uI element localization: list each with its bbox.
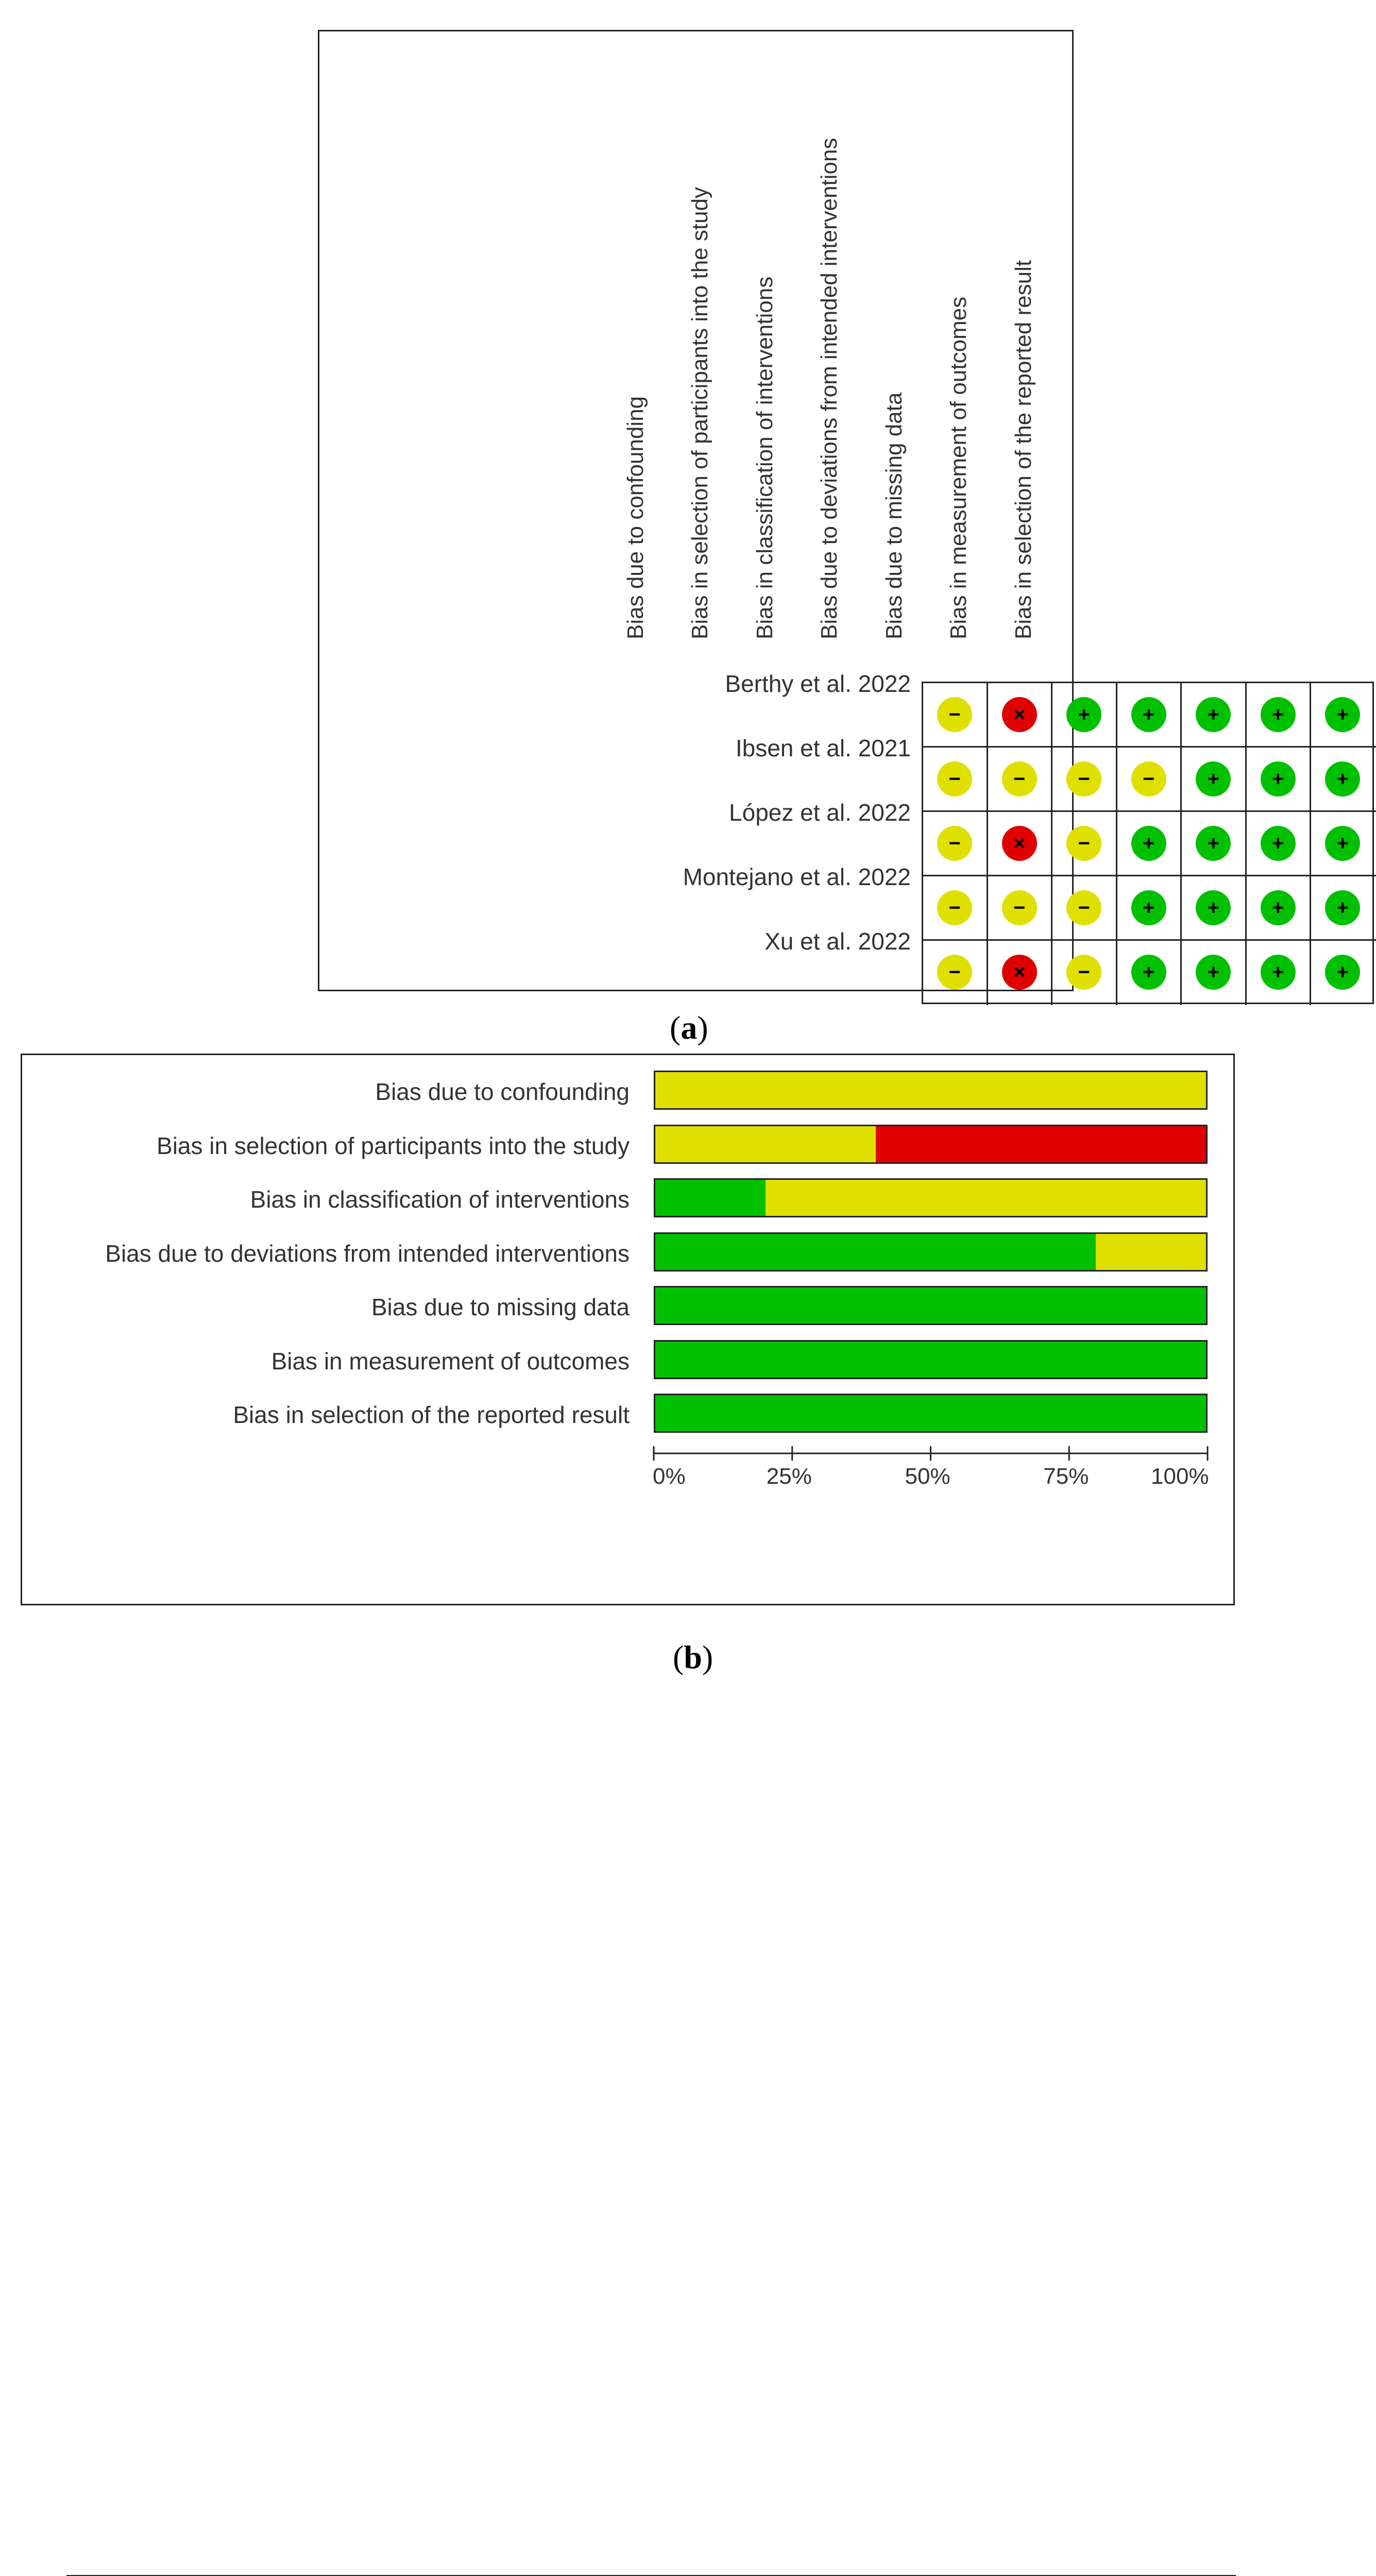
domain-column-label: Bias in selection of participants into the study [687, 187, 713, 639]
study-label: Montejano et al. 2022 [683, 863, 911, 890]
moderate-risk-icon: − [937, 955, 972, 990]
grid-cell [1117, 812, 1182, 876]
serious-risk-icon: × [1002, 955, 1037, 990]
domain-bar-label: Bias due to missing data [371, 1294, 630, 1320]
domain-column-label: Bias due to deviations from intended interventions [817, 138, 842, 639]
grid-cell [1247, 812, 1312, 876]
moderate-risk-icon: − [937, 761, 972, 796]
low-risk-icon: + [1196, 761, 1231, 796]
moderate-risk-icon: − [937, 697, 972, 732]
grid-cell [923, 941, 988, 1005]
low-risk-icon: + [1325, 890, 1360, 925]
grid-cell [1247, 941, 1312, 1005]
low-risk-icon: + [1131, 826, 1166, 861]
serious-risk-icon: × [1002, 826, 1037, 861]
grid-cell [988, 941, 1053, 1005]
grid-cell [988, 748, 1053, 812]
moderate-risk-icon: − [1066, 955, 1101, 990]
grid-cell [1182, 748, 1247, 812]
grid-cell [1182, 941, 1247, 1005]
study-label: López et al. 2022 [729, 799, 911, 826]
x-tick-label: 0% [653, 1464, 686, 1489]
low-risk-icon: + [1131, 955, 1166, 990]
low-risk-icon: + [1261, 890, 1296, 925]
grid-cell [1052, 876, 1117, 941]
low-risk-icon: + [1261, 697, 1296, 732]
grid-cell [1117, 876, 1182, 941]
grid-cell [1311, 812, 1376, 876]
low-risk-icon: + [1261, 826, 1296, 861]
grid-cell [988, 876, 1053, 941]
low-risk-icon: + [1325, 826, 1360, 861]
grid-cell [1052, 683, 1117, 748]
domain-bar-label: Bias in selection of the reported result [233, 1401, 630, 1428]
domain-column-label: Bias in selection of the reported result [1010, 260, 1036, 639]
domain-bar-label: Bias due to confounding [375, 1078, 630, 1105]
grid-cell [1052, 812, 1117, 876]
grid-cell [923, 812, 988, 876]
grid-cell [1311, 941, 1376, 1005]
x-tick-label: 25% [766, 1464, 812, 1489]
grid-cell [1182, 683, 1247, 748]
grid-cell [1117, 941, 1182, 1005]
study-label: Xu et al. 2022 [765, 927, 911, 955]
domain-bar-label: Bias in measurement of outcomes [271, 1347, 630, 1375]
low-risk-icon: + [1196, 826, 1231, 861]
study-row-labels [319, 31, 911, 990]
serious-risk-icon: × [1002, 697, 1037, 732]
moderate-risk-icon: − [937, 826, 972, 861]
moderate-risk-icon: − [1002, 761, 1037, 796]
summary-plot-panel [21, 1054, 1235, 1605]
grid-cell [1117, 683, 1182, 748]
grid-cell [1311, 748, 1376, 812]
domain-bar-label: Bias due to deviations from intended interventions [105, 1240, 630, 1267]
low-risk-icon: + [1066, 697, 1101, 732]
grid-cell [1117, 748, 1182, 812]
low-risk-icon: + [1196, 697, 1231, 732]
domain-column-label: Bias in measurement of outcomes [946, 296, 972, 639]
low-risk-icon: + [1325, 761, 1360, 796]
grid-cell [1311, 683, 1376, 748]
moderate-risk-icon: − [1066, 890, 1101, 925]
grid-cell [1247, 683, 1312, 748]
domain-bar-label: Bias in selection of participants into the study [157, 1132, 630, 1159]
domain-bar-label: Bias in classification of interventions [250, 1186, 630, 1213]
domain-column-label: Bias in classification of interventions [752, 276, 777, 639]
study-label: Ibsen et al. 2021 [735, 734, 911, 761]
domain-column-label: Bias due to confounding [622, 396, 648, 639]
grid-cell [1247, 748, 1312, 812]
grid-cell [923, 748, 988, 812]
moderate-risk-icon: − [1002, 890, 1037, 925]
moderate-risk-icon: − [1131, 761, 1166, 796]
grid-cell [923, 876, 988, 941]
grid-cell [1182, 876, 1247, 941]
domain-column-label: Bias due to missing data [881, 392, 907, 639]
grid-cell [923, 683, 988, 748]
low-risk-icon: + [1131, 890, 1166, 925]
low-risk-icon: + [1261, 955, 1296, 990]
moderate-risk-icon: − [937, 890, 972, 925]
grid-cell [1052, 941, 1117, 1005]
grid-cell [1182, 812, 1247, 876]
low-risk-icon: + [1196, 890, 1231, 925]
low-risk-icon: + [1196, 955, 1231, 990]
judgement-grid [922, 682, 1374, 1004]
grid-cell [1052, 748, 1117, 812]
low-risk-icon: + [1131, 697, 1166, 732]
grid-cell [988, 683, 1053, 748]
moderate-risk-icon: − [1066, 761, 1101, 796]
grid-cell [1247, 876, 1312, 941]
panel-a-caption: (a) [670, 1009, 708, 1046]
grid-cell [1311, 876, 1376, 941]
panel-b-caption: (b) [673, 1639, 714, 1675]
x-tick-label: 100% [1151, 1464, 1209, 1489]
traffic-light-panel [318, 30, 1349, 991]
x-axis [22, 1055, 1236, 1607]
x-tick-label: 50% [905, 1464, 950, 1489]
grid-cell [988, 812, 1053, 876]
study-label: Berthy et al. 2022 [725, 670, 911, 697]
moderate-risk-icon: − [1066, 826, 1101, 861]
low-risk-icon: + [1325, 955, 1360, 990]
low-risk-icon: + [1261, 761, 1296, 796]
low-risk-icon: + [1325, 697, 1360, 732]
x-tick-label: 75% [1043, 1464, 1089, 1489]
